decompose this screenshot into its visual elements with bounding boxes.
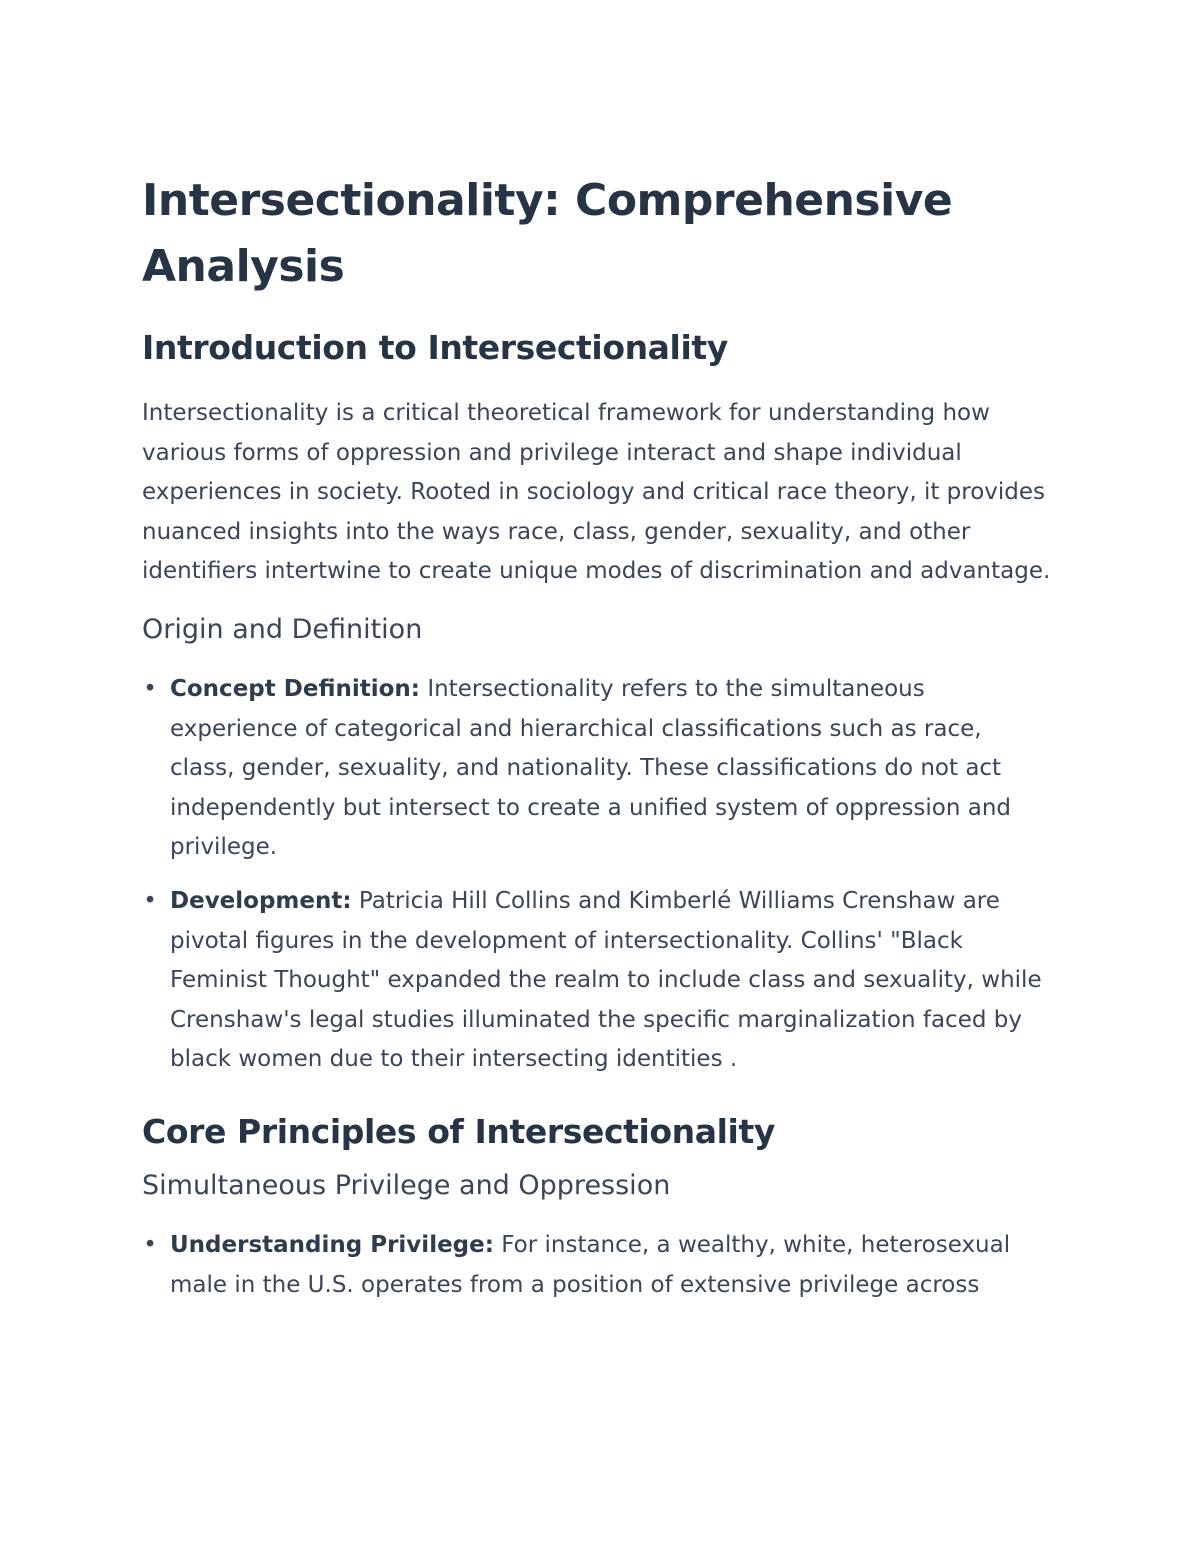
bullet-icon: • <box>143 1231 157 1258</box>
list-item-text: Intersectionality refers to the simultaneous experience of categorical and hierarchical classifications such as race, class, gender, sexuality, and nationality. These classifications do not act independently but intersect to create a unified system of oppression and privilege. <box>170 675 1012 861</box>
list-item-concept-definition <box>142 670 1052 868</box>
core-principles-list <box>142 1226 1052 1305</box>
bullet-icon: • <box>143 675 157 702</box>
list-item-text: Patricia Hill Collins and Kimberlé Williams Crenshaw are pivotal figures in the development of intersectionality. Collins' "Black Feminist Thought" expanded the realm to include class and sexuality, while Crenshaw's legal studies illuminated the specific marginalization faced by black women due to their intersecting identities . <box>170 887 1042 1073</box>
document-title: Intersectionality: Comprehensive Analysis <box>142 175 953 292</box>
intro-paragraph: Intersectionality is a critical theoretical framework for understanding how various forms of oppression and privilege interact and shape individual experiences in society. Rooted in sociology and critical race theory, it provides nuanced insights into the ways race, class, gender, sexuality, and other identifiers intertwine to create unique modes of discrimination and advantage. <box>142 400 1051 585</box>
subheading-origin-definition: Origin and Definition <box>142 613 423 645</box>
list-item-term: Development: <box>170 887 352 914</box>
document-page <box>142 168 1052 1305</box>
list-item-term: Concept Definition: <box>170 675 421 702</box>
subheading-simultaneous-privilege: Simultaneous Privilege and Oppression <box>142 1169 671 1201</box>
list-item-development <box>142 882 1052 1080</box>
list-item-term: Understanding Privilege: <box>170 1231 494 1258</box>
list-item-understanding-privilege <box>142 1226 1052 1305</box>
section-heading-introduction: Introduction to Intersectionality <box>142 328 728 367</box>
bullet-icon: • <box>143 887 157 914</box>
section-heading-core-principles: Core Principles of Intersectionality <box>142 1111 775 1151</box>
origin-definition-list <box>142 670 1052 1080</box>
list-item-text: For instance, a wealthy, white, heterosexual male in the U.S. operates from a position of extensive privilege across <box>170 1231 1011 1298</box>
